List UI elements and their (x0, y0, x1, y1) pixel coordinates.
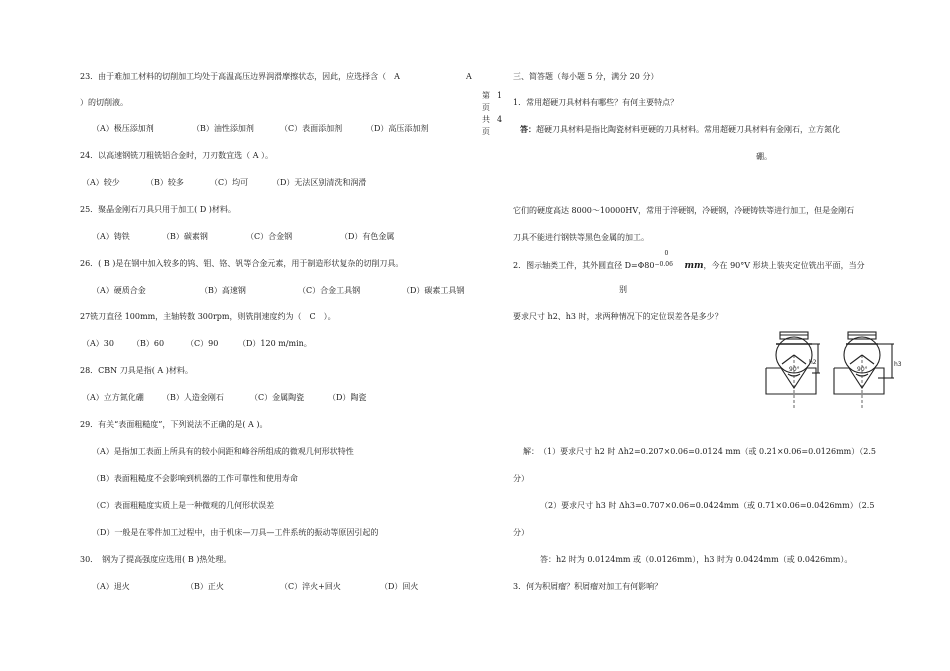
q28-option-c: （C）金属陶瓷 (250, 393, 305, 402)
diameter-tolerance (654, 250, 685, 268)
q23-option-c: （C）表面添加剂 (280, 124, 343, 133)
q1-answer (520, 124, 840, 135)
q27-option-b: （B）60 (132, 339, 165, 348)
q23-stem-cont: ）的切削液。 (80, 98, 128, 107)
q2-question (513, 250, 865, 272)
q23-stem: 23．由于难加工材料的切削加工均处于高温高压边界润滑摩擦状态，因此，应选择含（ A (80, 72, 400, 81)
unit-mm: mm (684, 261, 704, 271)
q23-option-d: （D）高压添加剂 (366, 124, 429, 133)
q26-stem: 26．( B )是在钢中加入较多的钨、钼、铬、钒等合金元素，用于制造形状复杂的切削刀具。 (80, 259, 404, 268)
q29-option-b: （B）表面粗糙度不会影响到机器的工作可靠性和使用寿命 (92, 474, 298, 483)
q1-answer-line1: 超硬刀具材料是指比陶瓷材料更硬的刀具材料。常用超硬刀具材料有金刚石，立方氮化 (536, 125, 840, 134)
label-angle-left: 90° (789, 366, 800, 373)
section-title: 三、简答题（每小题 5 分，满分 20 分） (513, 72, 659, 81)
q2-solution-line4: 分） (513, 528, 529, 537)
q2-conclusion: 答：h2 时为 0.0124mm 或（0.0126mm），h3 时为 0.0424mm（或 0.0426mm）。 (540, 555, 853, 564)
page-marker-total: 4 (497, 115, 503, 124)
q27-option-c: （C）90 (186, 339, 219, 348)
q2-question-post: ，今在 90°V 形块上装夹定位铣出平面，当分 (703, 261, 865, 270)
q24-option-c: （C）均可 (210, 178, 249, 187)
q3-question: 3．何为积屑瘤？积屑瘤对加工有何影响？ (513, 582, 663, 591)
q2-question-pre: 2．图示轴类工件，其外圆直径 D=Φ80 (513, 261, 655, 270)
q24-option-d: （D）无法区别清洗和润滑 (272, 178, 367, 187)
q28-option-b: （B）人造金刚石 (162, 393, 224, 402)
q28-stem: 28．CBN 刀具是指( A )材料。 (80, 366, 193, 375)
label-angle-right: 90° (857, 366, 868, 373)
tolerance-lower: −0.06 (654, 261, 673, 268)
q25-option-d: （D）有色金属 (340, 232, 395, 241)
q23-option-a: （A）极压添加剂 (92, 124, 154, 133)
q2-solution-line2: 分） (513, 474, 529, 483)
q25-option-a: （A）铸铁 (92, 232, 130, 241)
q2-solution-label: 解： (523, 447, 539, 456)
q2-question-line3: 要求尺寸 h2、h3 时，求两种情况下的定位误差各是多少？ (513, 312, 723, 321)
page-marker-char: 页 (482, 103, 490, 112)
q25-option-c: （C）合金钢 (246, 232, 293, 241)
q26-option-a: （A）硬质合金 (92, 286, 146, 295)
q30-option-b: （B）正火 (186, 582, 224, 591)
q2-solution-line1 (523, 446, 876, 457)
q24-option-a: （A）较少 (82, 178, 120, 187)
q30-option-d: （D）回火 (380, 582, 419, 591)
q29-stem: 29．有关“表面粗糙度”，下列说法不正确的是( A )。 (80, 420, 268, 429)
q30-option-c: （C）淬火+回火 (280, 582, 341, 591)
v-block-figure (760, 330, 910, 410)
q28-option-d: （D）陶瓷 (328, 393, 367, 402)
q24-stem: 24．以高速钢铣刀粗铣铝合金时，刀刃数宜选（ A ）。 (80, 151, 274, 160)
q27-option-a: （A）30 (82, 339, 114, 348)
q29-option-a: （A）是指加工表面上所具有的较小间距和峰谷所组成的微观几何形状特性 (92, 447, 354, 456)
q27-option-d: （D）120 m/min。 (238, 339, 312, 348)
label-h3: h3 (894, 361, 902, 368)
q1-question: 1．常用超硬刀具材料有哪些？有何主要特点？ (513, 98, 679, 107)
q27-stem: 27铣刀直径 100mm，主轴转数 300rpm，则铣削速度约为（ C ）。 (80, 312, 336, 321)
q28-option-a: （A）立方氮化硼 (82, 393, 144, 402)
q1-answer-line3: 它们的硬度高达 8000～10000HV，常用于淬硬钢，冷硬钢，冷硬铸铁等进行加工，但是金刚石 (513, 206, 855, 215)
q30-option-a: （A）退火 (92, 582, 130, 591)
q24-option-b: （B）较多 (146, 178, 184, 187)
q2-solution-line3: （2）要求尺寸 h3 时 Δh3=0.707×0.06=0.0424mm（或 0.71×0.06=0.0426mm）（2.5 (540, 501, 875, 510)
q26-option-d: （D）碳素工具钢 (402, 286, 465, 295)
q30-stem: 30． 钢为了提高强度应选用( B )热处理。 (80, 555, 232, 564)
q2-question-line2: 别 (619, 285, 627, 294)
q23-stem-end: A (466, 72, 472, 81)
q1-answer-label: 答： (520, 124, 536, 134)
q25-stem: 25．聚晶金刚石刀具只用于加工( D )材料。 (80, 205, 236, 214)
page-marker-char: 共 (482, 115, 490, 124)
page-marker-char: 页 (482, 127, 490, 136)
page-marker-current: 1 (497, 91, 503, 100)
q26-option-b: （B）高速钢 (200, 286, 246, 295)
q29-option-c: （C）表面粗糙度实质上是一种微观的几何形状误差 (92, 501, 275, 510)
label-h2: h2 (809, 359, 817, 366)
page-marker-char: 第 (482, 91, 490, 100)
q26-option-c: （C）合金工具钢 (298, 286, 361, 295)
q23-option-b: （B）油性添加剂 (192, 124, 254, 133)
q25-option-b: （B）碳素钢 (162, 232, 208, 241)
q1-answer-line2: 硼。 (756, 152, 772, 161)
q2-solution-text1: （1）要求尺寸 h2 时 Δh2=0.207×0.06=0.0124 mm（或 0.21×0.06=0.0126mm）（2.5 (543, 447, 876, 456)
q1-answer-line4: 刀具不能进行钢铁等黑色金属的加工。 (513, 233, 649, 242)
tolerance-upper: 0 (664, 250, 669, 257)
q29-option-d: （D）一般是在零件加工过程中，由于机床—刀具—工件系统的振动等原因引起的 (92, 528, 379, 537)
